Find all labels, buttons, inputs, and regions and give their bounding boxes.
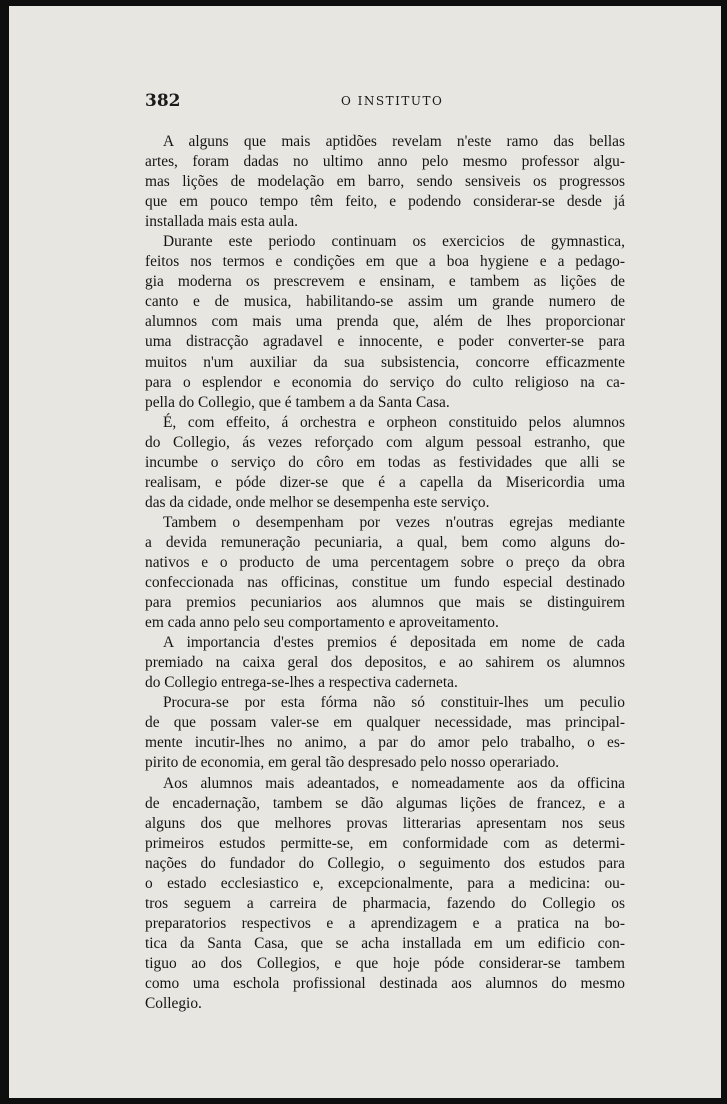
- paragraph: [145, 413, 625, 513]
- text-line: premiado na caixa geral dos depositos, e ao sahirem os alumnos: [145, 654, 625, 672]
- text-line: a devida remuneração pecuniaria, a qual, bem como alguns do-: [145, 533, 625, 551]
- paragraph: [145, 693, 625, 773]
- text-line: artes, foram dadas no ultimo anno pelo mesmo professor algu-: [145, 153, 625, 171]
- text-line: como uma eschola profissional destinada aos alumnos do mesmo: [145, 974, 625, 992]
- text-line: É, com effeito, á orchestra e orpheon constituido pelos alumnos: [163, 413, 625, 431]
- text-line: mas lições de modelação em barro, sendo sensiveis os progressos: [145, 173, 625, 191]
- paragraph: [145, 232, 625, 412]
- text-line: que em pouco tempo têm feito, e podendo considerar-se desde já: [145, 193, 625, 211]
- text-line: feitos nos termos e condições em que a boa hygiene e a pedago-: [145, 253, 625, 271]
- paragraph: [145, 132, 625, 232]
- text-line: confeccionada nas officinas, constitue um fundo especial destinado: [145, 574, 625, 592]
- book-page: [9, 6, 721, 1098]
- text-line: tros seguem a carreira de pharmacia, fazendo do Collegio os: [145, 894, 625, 912]
- text-line: tiguo ao dos Collegios, e que hoje póde considerar-se tambem: [145, 954, 625, 972]
- text-line: para o esplendor e economia do serviço do culto religioso na ca-: [145, 373, 625, 391]
- text-line: o estado ecclesiastico e, excepcionalmente, para a medicina: ou-: [145, 874, 625, 892]
- text-line: Procura-se por esta fórma não só constituir-lhes um peculio: [163, 694, 625, 712]
- text-line: mente incutir-lhes no animo, a par do amor pelo trabalho, o es-: [145, 734, 625, 752]
- text-line: nações do fundador do Collegio, o seguimento dos estudos para: [145, 854, 625, 872]
- text-line: preparatorios respectivos e a aprendizagem e a pratica na bo-: [145, 914, 625, 932]
- text-line: realisam, e póde dizer-se que é a capella da Misericordia uma: [145, 473, 625, 491]
- paragraph: [145, 774, 625, 1015]
- text-line: em cada anno pelo seu comportamento e aproveitamento.: [145, 614, 499, 632]
- text-line: canto e de musica, habilitando-se assim um grande numero de: [145, 293, 625, 311]
- text-line: Durante este periodo continuam os exercicios de gymnastica,: [163, 233, 625, 251]
- text-line: gia moderna os prescrevem e ensinam, e tambem as lições de: [145, 273, 625, 291]
- text-line: Aos alumnos mais adeantados, e nomeadamente aos da officina: [163, 774, 625, 792]
- text-line: de encadernação, tambem se dão algumas lições de francez, e a: [145, 794, 625, 812]
- running-title: O INSTITUTO: [341, 94, 444, 108]
- text-line: Collegio.: [145, 995, 202, 1013]
- text-line: alumnos com mais uma prenda que, além de lhes proporcionar: [145, 313, 625, 331]
- page-header: [145, 91, 625, 115]
- text-line: do Collegio, ás vezes reforçado com algum pessoal estranho, que: [145, 433, 625, 451]
- paragraph: [145, 633, 625, 693]
- text-line: tica da Santa Casa, que se acha installada em um edificio con-: [145, 934, 625, 952]
- text-line: uma distracção agradavel e innocente, e poder converter-se para: [145, 333, 625, 351]
- text-line: pirito de economia, em geral tão despresado pelo nosso operariado.: [145, 754, 560, 772]
- text-line: nativos e o producto de uma percentagem sobre o preço da obra: [145, 553, 625, 571]
- text-line: do Collegio entrega-se-lhes a respectiva caderneta.: [145, 674, 458, 692]
- text-line: muitos n'um auxiliar da sua subsistencia, concorre efficazmente: [145, 353, 625, 371]
- text-line: alguns dos que melhores provas litterarias apresentam nos seus: [145, 814, 625, 832]
- paragraph: [145, 513, 625, 633]
- text-line: primeiros estudos permitte-se, em conformidade com as determi-: [145, 834, 625, 852]
- text-line: de que possam valer-se em qualquer necessidade, mas principal-: [145, 714, 625, 732]
- text-line: A alguns que mais aptidões revelam n'este ramo das bellas: [163, 133, 625, 150]
- text-line: installada mais esta aula.: [145, 213, 298, 231]
- text-line: Tambem o desempenham por vezes n'outras egrejas mediante: [163, 513, 625, 531]
- text-line: para premios pecuniarios aos alumnos que mais se distinguirem: [145, 594, 625, 612]
- page-number: 382: [145, 91, 181, 111]
- body-text: [145, 132, 625, 1014]
- text-line: pella do Collegio, que é tambem a da Santa Casa.: [145, 393, 450, 411]
- text-line: A importancia d'estes premios é depositada em nome de cada: [163, 634, 625, 652]
- text-line: das da cidade, onde melhor se desempenha este serviço.: [145, 493, 490, 511]
- text-line: incumbe o serviço do côro em todas as festividades que alli se: [145, 453, 625, 471]
